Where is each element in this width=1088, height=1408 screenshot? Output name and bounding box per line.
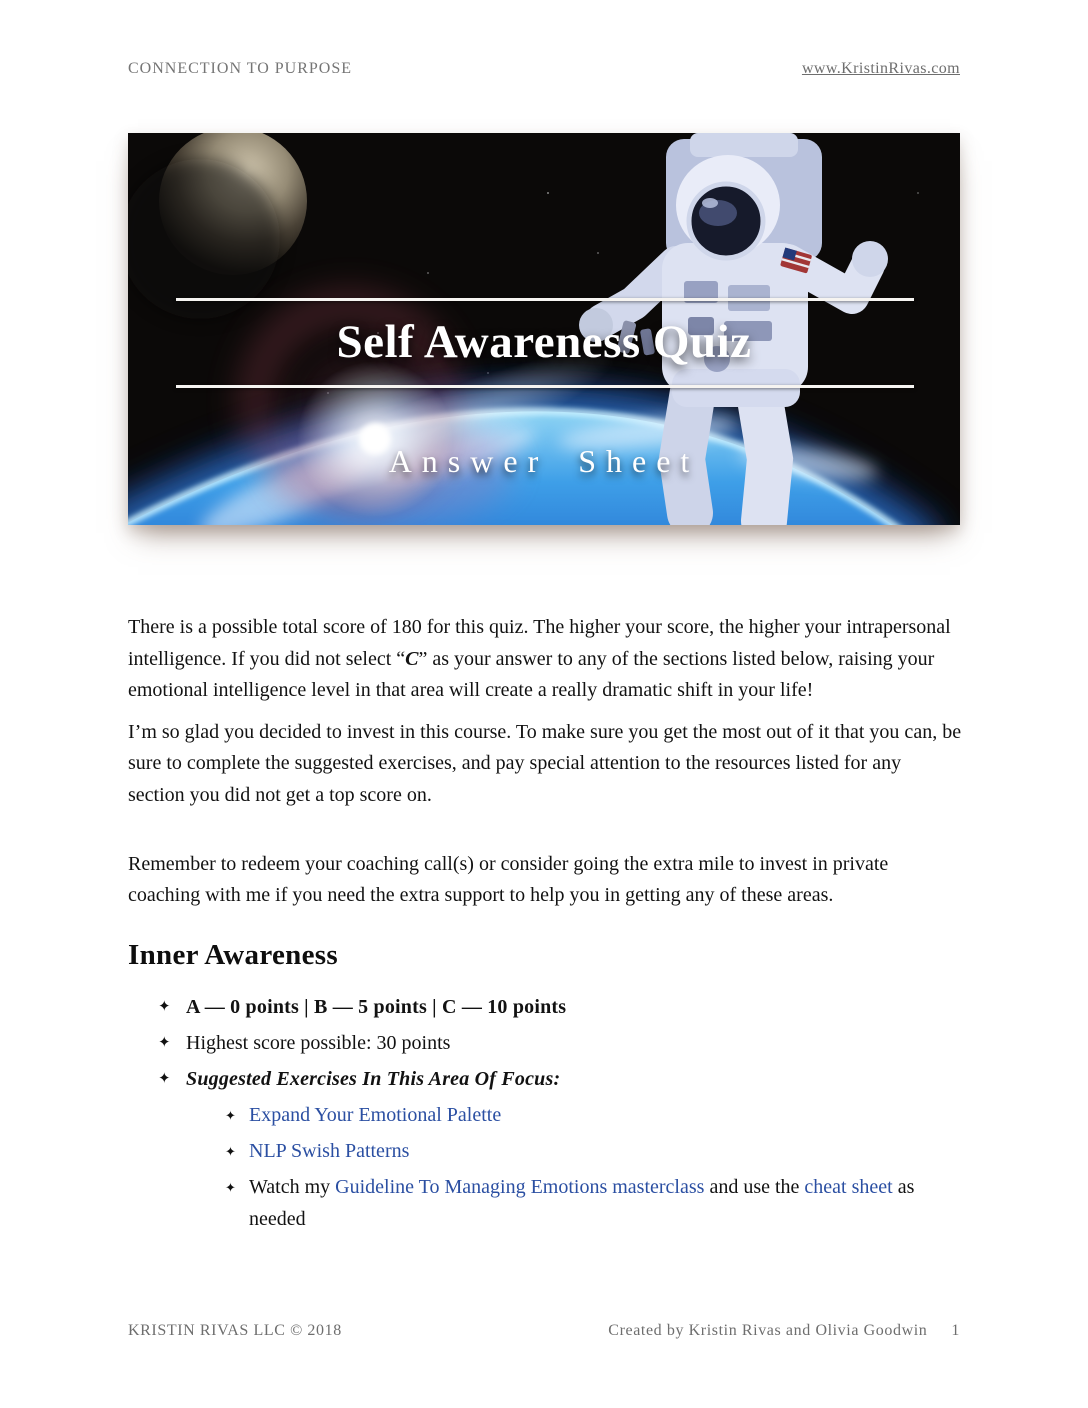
footer-credits: Created by Kristin Rivas and Olivia Goodwin [608,1322,928,1339]
list-item [128,1136,962,1168]
inline-link[interactable]: Expand Your Emotional Palette [249,1103,502,1126]
title-rule-top [176,298,914,301]
text-segment: Suggested Exercises In This Area Of Focus: [186,1067,561,1090]
hero-title: Self Awareness Quiz [336,316,752,368]
bullet-star-icon: ✦ [225,1107,236,1123]
bullet-text [186,1064,962,1096]
text-segment: Watch my [249,1176,336,1199]
list-item [128,1064,962,1096]
text-segment: Highest score possible: 30 points [186,1031,451,1054]
list-item [128,1028,962,1060]
list-item [128,1100,962,1132]
text-segment: Remember to redeem your coaching call(s) or consider going the extra mile to invest in private coaching with me if you need the extra support to help you in getting any of these areas. [128,852,889,907]
text-segment: and use the [704,1176,805,1199]
bullet-star-icon: ✦ [225,1180,236,1196]
header-brand: CONNECTION TO PURPOSE [128,60,352,77]
paragraph [128,849,962,912]
bullet-list [128,992,962,1236]
hero-subtitle: Answer Sheet [388,443,700,479]
footer-copyright: KRISTIN RIVAS LLC © 2018 [128,1322,342,1339]
list-item [128,1172,962,1235]
hero-overlay [128,133,960,525]
text-segment: I’m so glad you decided to invest in this course. To make sure you get the most out of it that you can, be sure to complete the suggested exercises, and pay special attention to the resources listed for any section you did not get a top score on. [128,720,962,806]
title-rule-bottom [176,385,914,388]
text-segment: C [405,647,419,670]
footer-right [608,1322,960,1340]
inline-link[interactable]: NLP Swish Patterns [249,1140,410,1163]
bullet-star-icon: ✦ [158,998,171,1015]
section-heading: Inner Awareness [128,938,338,971]
bullet-text [186,992,962,1024]
text-segment: A — 0 points | B — 5 points | C — 10 points [186,995,567,1018]
page-footer [128,1322,960,1340]
header-website-link[interactable]: www.KristinRivas.com [801,60,960,77]
text-segment: ” as your answer to any of the sections listed below, raising your emotional intelligence level in that area will create a really dramatic shift in your life! [128,647,935,702]
inline-link[interactable]: Guideline To Managing Emotions masterclass [335,1176,705,1199]
page-number: 1 [951,1322,960,1339]
bullet-star-icon: ✦ [225,1144,236,1160]
text-segment: There is a possible total score of 180 for this quiz. The higher your score, the higher your intrapersonal intelligence. If you did not select “ [128,616,951,670]
paragraph [128,612,962,707]
page-header [128,60,960,78]
bullet-star-icon: ✦ [158,1070,171,1087]
hero-banner [128,133,960,525]
document-body [128,612,962,1240]
list-item [128,992,962,1024]
bullet-text [249,1172,962,1235]
bullet-text [249,1100,962,1132]
bullet-text [186,1028,962,1060]
paragraph [128,717,962,812]
bullet-star-icon: ✦ [158,1034,171,1051]
inline-link[interactable]: cheat sheet [804,1176,893,1199]
text-segment: as needed [249,1176,915,1230]
intro-paragraphs [128,612,962,912]
bullet-text [249,1136,962,1168]
